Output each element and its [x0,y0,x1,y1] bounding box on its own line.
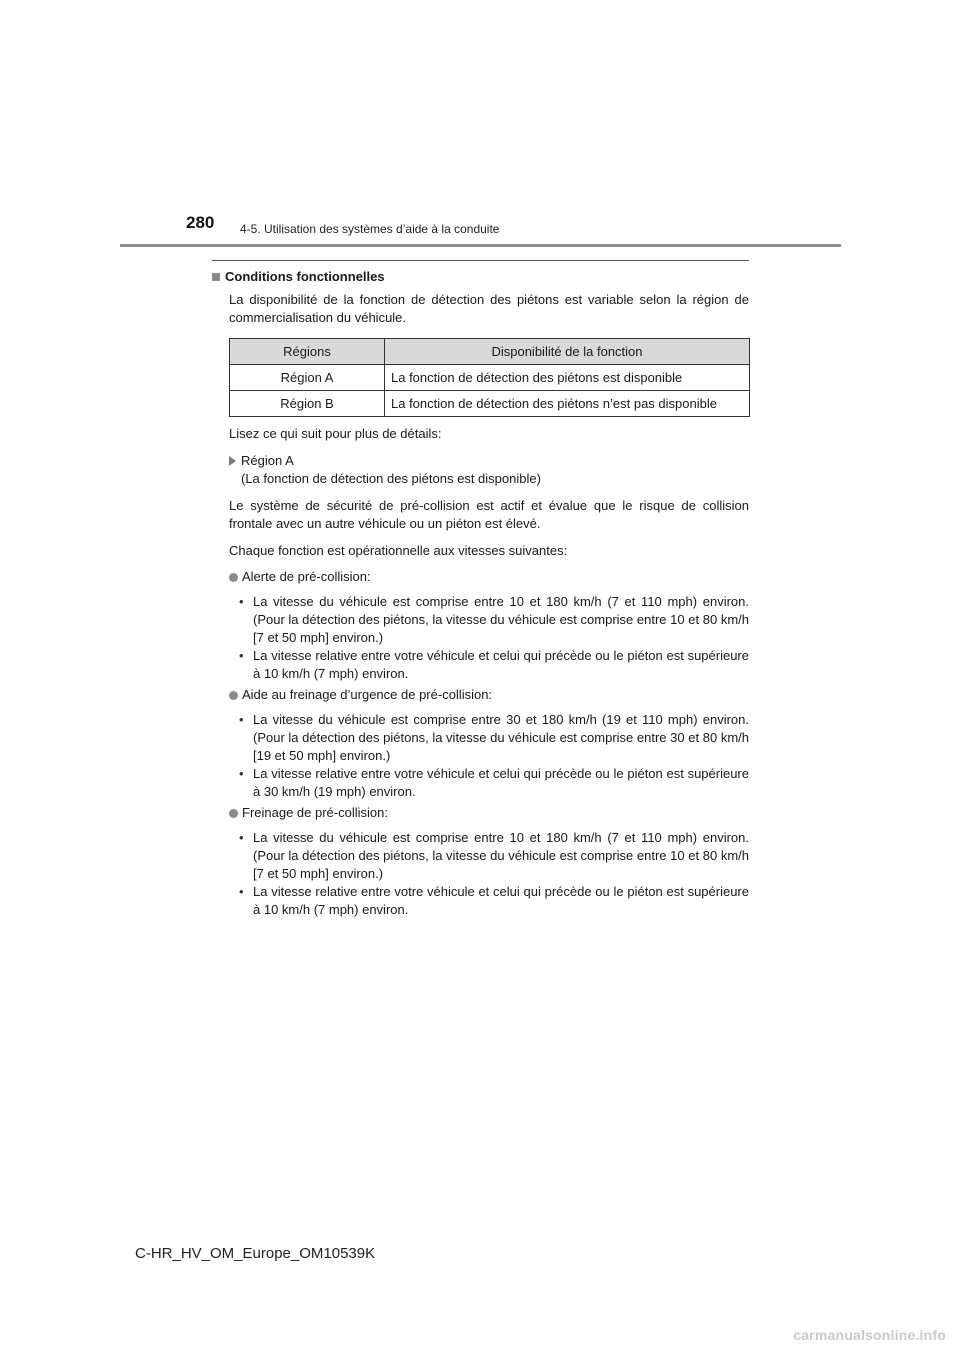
header-rule [120,244,841,247]
function-title: Aide au freinage d’urgence de pré-collision: [242,687,493,702]
triangle-arrow-icon [229,456,236,466]
table-cell-region: Région B [230,391,385,417]
list-item: • La vitesse du véhicule est comprise entre 30 et 180 km/h (19 et 110 mph) environ. (Pour la détection des piétons, la vitesse du véhicule est comprise entre 30 et 80 km/h [19 et 50 mph] environ.) [239,711,749,765]
section-heading [212,268,749,286]
watermark-logo: carmanualsonline.info [793,1327,946,1343]
chapter-title: 4-5. Utilisation des systèmes d’aide à la conduite [240,222,500,236]
page-number: 280 [186,213,215,232]
speeds-intro: Chaque fonction est opérationnelle aux vitesses suivantes: [229,543,568,558]
region-a-subtitle: (La fonction de détection des piétons est disponible) [241,471,541,486]
function-bullet-list [212,829,749,919]
function-title: Freinage de pré-collision: [242,805,388,820]
section-divider [212,260,749,261]
list-item: • La vitesse relative entre votre véhicule et celui qui précède ou le piéton est supérieure à 30 km/h (19 mph) environ. [239,765,749,801]
list-item: • La vitesse du véhicule est comprise entre 10 et 180 km/h (7 et 110 mph) environ. (Pour la détection des piétons, la vitesse du véhicule est comprise entre 10 et 80 km/h [7 et 50 mph] environ.) [239,593,749,647]
function-heading [212,568,749,586]
region-a-subheading [212,452,749,488]
section-content [212,268,749,919]
circle-bullet-icon [229,809,238,818]
square-bullet-icon [212,273,220,281]
section-intro: La disponibilité de la fonction de détection des piétons est variable selon la région de commercialisation du véhicule. [229,292,749,325]
table-header-row [230,339,750,365]
document-code: C-HR_HV_OM_Europe_OM10539K [135,1245,376,1262]
function-bullet-list [212,711,749,801]
function-title: Alerte de pré-collision: [242,569,371,584]
table-row [230,391,750,417]
table-row [230,365,750,391]
list-item: • La vitesse relative entre votre véhicule et celui qui précède ou le piéton est supérieure à 10 km/h (7 mph) environ. [239,883,749,919]
table-cell-availability: La fonction de détection des piétons est disponible [385,365,750,391]
list-item: • La vitesse relative entre votre véhicule et celui qui précède ou le piéton est supérieure à 10 km/h (7 mph) environ. [239,647,749,683]
table-cell-region: Région A [230,365,385,391]
list-item: • La vitesse du véhicule est comprise entre 10 et 180 km/h (7 et 110 mph) environ. (Pour la détection des piétons, la vitesse du véhicule est comprise entre 10 et 80 km/h [7 et 50 mph] environ.) [239,829,749,883]
table-header-regions: Régions [230,339,385,365]
function-bullet-list [212,593,749,683]
regions-table [229,338,750,417]
function-heading [212,804,749,822]
circle-bullet-icon [229,573,238,582]
details-intro: Lisez ce qui suit pour plus de détails: [229,426,442,441]
table-header-availability: Disponibilité de la fonction [385,339,750,365]
section-heading-text: Conditions fonctionnelles [225,269,385,284]
system-description: Le système de sécurité de pré-collision est actif et évalue que le risque de collision frontale avec un autre véhicule ou un piéton est élevé. [229,498,749,531]
function-heading [212,686,749,704]
circle-bullet-icon [229,691,238,700]
table-cell-availability: La fonction de détection des piétons n’est pas disponible [385,391,750,417]
region-a-title: Région A [241,453,294,468]
